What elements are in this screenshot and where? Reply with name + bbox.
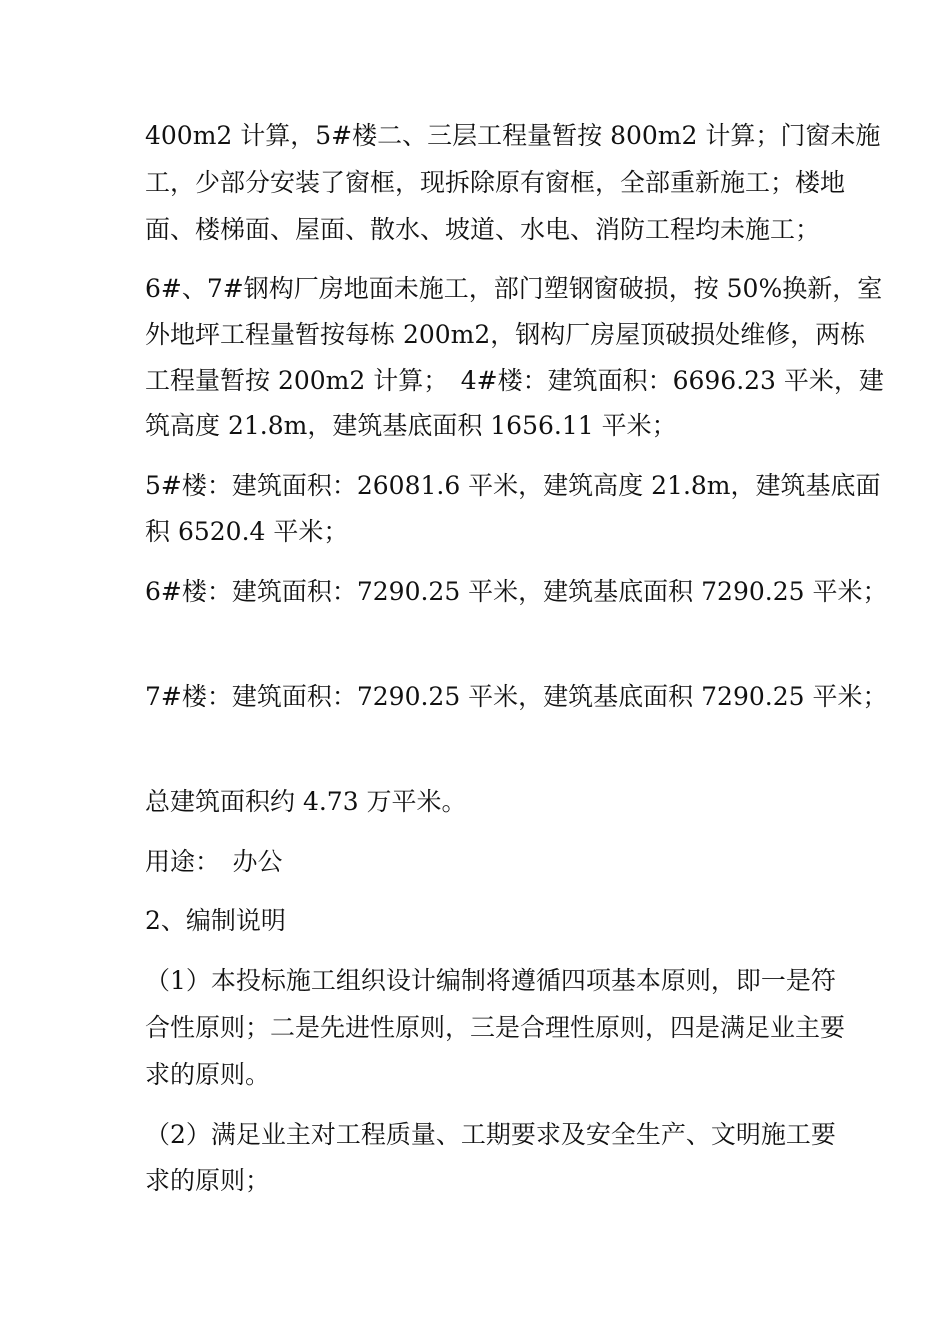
text-line-8: 5#楼：建筑面积：26081.6 平米，建筑高度 21.8m，建筑基底面	[145, 471, 881, 500]
text-line-12: 总建筑面积约 4.73 万平米。	[145, 787, 467, 816]
text-line-7: 筑高度 21.8m，建筑基底面积 1656.11 平米；	[145, 411, 677, 440]
text-line-6: 工程量暂按 200m2 计算； 4#楼：建筑面积：6696.23 平米，建	[145, 366, 884, 395]
text-line-10: 6#楼：建筑面积：7290.25 平米，建筑基底面积 7290.25 平米；	[145, 577, 888, 606]
text-line-4: 6#、7#钢构厂房地面未施工，部门塑钢窗破损，按 50%换新，室	[145, 274, 883, 303]
text-line-19: 求的原则；	[145, 1166, 271, 1195]
text-line-17: 求的原则。	[145, 1060, 271, 1089]
text-line-3: 面、楼梯面、屋面、散水、坡道、水电、消防工程均未施工；	[145, 215, 821, 244]
text-line-9: 积 6520.4 平米；	[145, 517, 349, 546]
text-line-18: （2）满足业主对工程质量、工期要求及安全生产、文明施工要	[145, 1120, 836, 1149]
section-heading: 2、编制说明	[145, 906, 286, 935]
text-line-16: 合性原则；二是先进性原则，三是合理性原则，四是满足业主要	[145, 1013, 846, 1042]
text-line-11: 7#楼：建筑面积：7290.25 平米，建筑基底面积 7290.25 平米；	[145, 682, 888, 711]
text-line-15: （1）本投标施工组织设计编制将遵循四项基本原则，即一是符	[145, 966, 836, 995]
text-line-2: 工，少部分安装了窗框，现拆除原有窗框，全部重新施工；楼地	[145, 168, 846, 197]
text-line-1: 400m2 计算，5#楼二、三层工程量暂按 800m2 计算；门窗未施	[145, 121, 881, 150]
text-line-5: 外地坪工程量暂按每栋 200m2，钢构厂房屋顶破损处维修，两栋	[145, 320, 866, 349]
text-line-13: 用途： 办公	[145, 847, 283, 876]
